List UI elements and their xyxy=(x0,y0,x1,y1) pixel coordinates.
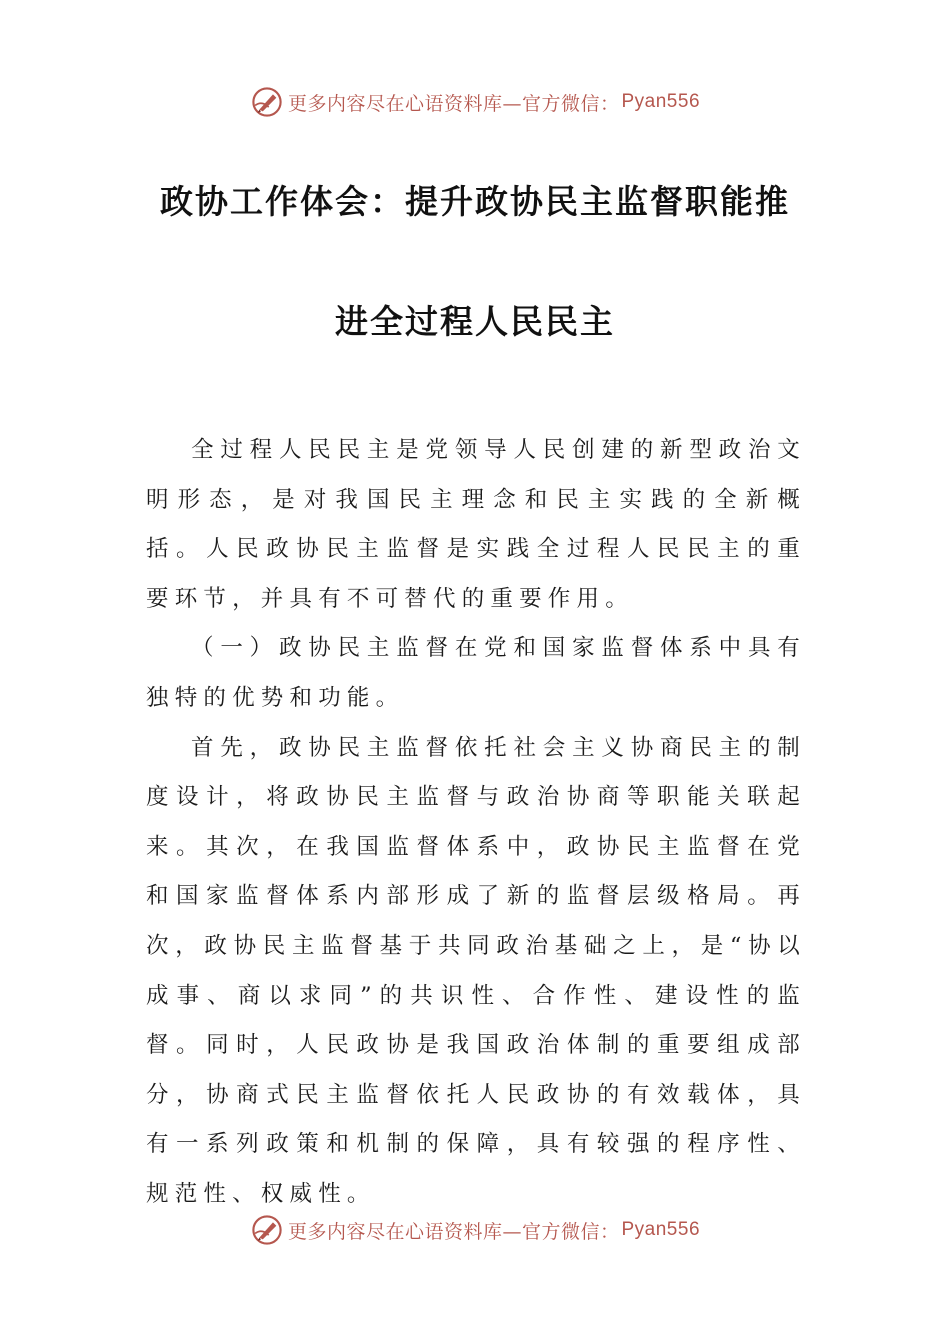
document-title-line-1: 政协工作体会：提升政协民主监督职能推 xyxy=(160,182,790,221)
watermark-banner-bottom xyxy=(0,1210,950,1250)
pen-logo-icon xyxy=(250,1213,284,1247)
watermark-text: 更多内容尽在心语资料库—官方微信： xyxy=(287,1220,620,1243)
watermark-wechat-id: Pyan556 xyxy=(621,91,701,112)
watermark-banner-top xyxy=(0,82,950,122)
paragraph-section-heading: （一）政协民主监督在党和国家监督体系中具有独特的优势和功能。 xyxy=(146,635,806,711)
watermark-wechat-id: Pyan556 xyxy=(621,1219,701,1240)
watermark-text: 更多内容尽在心语资料库—官方微信： xyxy=(287,92,620,115)
document-body xyxy=(146,426,806,1220)
pen-logo-icon xyxy=(250,85,284,119)
paragraph-details: 首先，政协民主监督依托社会主义协商民主的制度设计，将政协民主监督与政治协商等职能关联起来。其次，在我国监督体系中，政协民主监督在党和国家监督体系内部形成了新的监督层级格局。再次，政协民主监督基于共同政治基础之上，是“协以成事、商以求同”的共识性、合作性、建设性的监督。同时，人民政协是我国政治体制的重要组成部分，协商式民主监督依托人民政协的有效载体，具有一系列政策和机制的保障，具有较强的程序性、规范性、权威性。 xyxy=(146,734,806,1207)
document-title-line-2: 进全过程人民民主 xyxy=(335,302,615,341)
paragraph-intro: 全过程人民民主是党领导人民创建的新型政治文明形态，是对我国民主理念和民主实践的全新概括。人民政协民主监督是实践全过程人民民主的重要环节，并具有不可替代的重要作用。 xyxy=(146,437,806,612)
